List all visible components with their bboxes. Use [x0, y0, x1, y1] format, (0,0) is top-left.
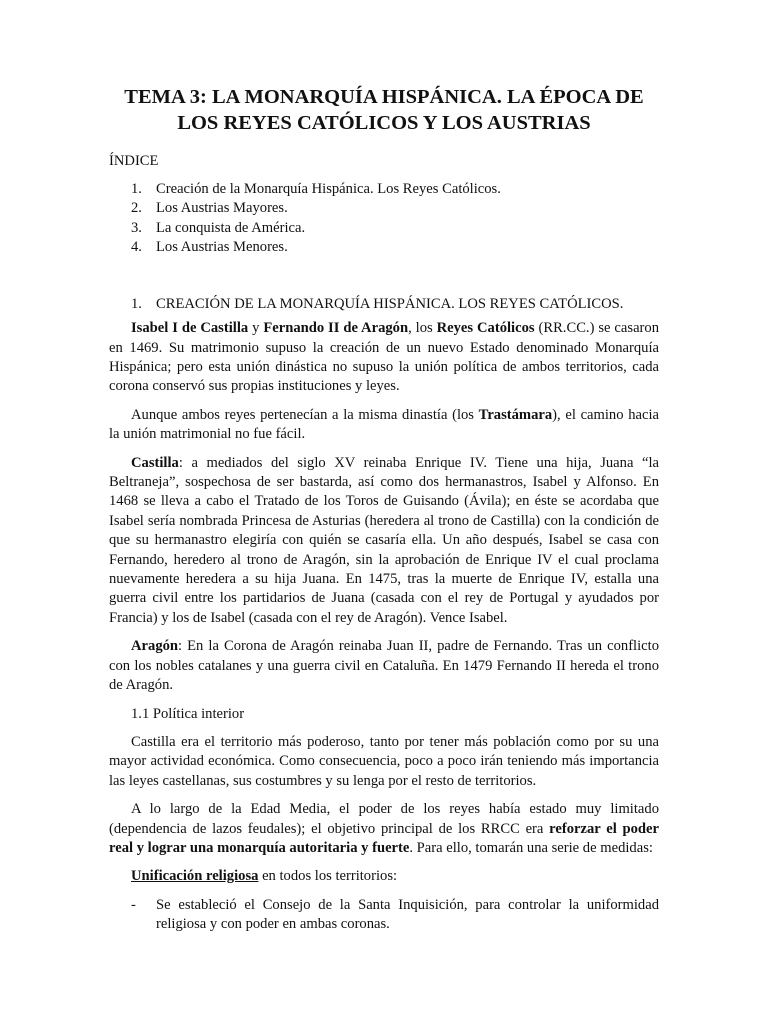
index-heading: ÍNDICE — [109, 153, 159, 169]
toc-item: 1. Creación de la Monarquía Hispánica. Los Reyes Católicos. — [131, 181, 501, 197]
paragraph: Aragón: En la Corona de Aragón reinaba Juan II, padre de Fernando. Tras un conflicto con los nobles catalanes y una guerra civil en Cataluña. En 1479 Fernando II hereda el trono de Aragón. — [109, 638, 659, 694]
paragraph: Castilla era el territorio más poderoso, tanto por tener más población como por su una mayor actividad económica. Como consecuencia, poco a poco irán teniendo más importancia las leyes castellanas, sus costumbres y su lenga por el resto de territorios. — [109, 733, 659, 789]
toc-item: 2. Los Austrias Mayores. — [131, 200, 288, 217]
toc-item: 4. Los Austrias Menores. — [131, 238, 288, 255]
list-item: - Se estableció el Consejo de la Santa Inquisición, para controlar la uniformidad religiosa y con poder en ambas coronas. — [131, 896, 659, 933]
toc-item: 3. La conquista de América. — [131, 219, 306, 236]
paragraph: Isabel I de Castilla y Fernando II de Aragón, los Reyes Católicos (RR.CC.) se casaron en 1469. Su matrimonio supuso la creación de un nuevo Estado denominado Monarquía Hispánica; pero esta unión dinástica no supuso la unión política de ambos territorios, cada corona conservó sus propias instituciones y leyes. — [109, 320, 659, 395]
title-line-1: TEMA 3: LA MONARQUÍA HISPÁNICA. LA ÉPOCA DE — [124, 86, 644, 108]
paragraph: A lo largo de la Edad Media, el poder de los reyes había estado muy limitado (dependencia de lazos feudales); el objetivo principal de los RRCC era reforzar el poder real y lograr una monarquía autoritaria y fuerte. Para ello, tomarán una serie de medidas: — [109, 801, 659, 856]
paragraph: Unificación religiosa en todos los territorios: — [131, 868, 398, 885]
subsection-heading: 1.1 Política interior — [131, 705, 245, 722]
page-title — [109, 84, 659, 136]
document-page — [109, 84, 659, 935]
table-of-contents — [109, 180, 659, 257]
section-heading: 1. CREACIÓN DE LA MONARQUÍA HISPÁNICA. LOS REYES CATÓLICOS. — [131, 296, 624, 313]
paragraph: Castilla: a mediados del siglo XV reinaba Enrique IV. Tiene una hija, Juana “la Beltraneja”, sospechosa de ser bastarda, así como dos hermanastros, Isabel y Alfonso. En 1468 se lleva a cabo el Tratado de los Toros de Guisando (Ávila); en éste se acordaba que Isabel sería nombrada Princesa de Asturias (heredera al trono de Castilla) con la condición de que su hermanastro elegiría con quién se casaría ella. Un año después, Isabel se casa con Fernando, heredero al trono de Aragón, sin la aprobación de Enrique IV el cual proclama nuevamente heredera a su hija Juana. En 1475, tras la muerte de Enrique IV, estalla una guerra civil entre los partidarios de Juana (casada con el rey de Portugal y ayudados por Francia) y los de Isabel (casada con el rey de Aragón). Vence Isabel. — [109, 454, 659, 626]
paragraph: Aunque ambos reyes pertenecían a la misma dinastía (los Trastámara), el camino hacia la unión matrimonial no fue fácil. — [109, 406, 659, 443]
title-line-2: LOS REYES CATÓLICOS Y LOS AUSTRIAS — [177, 112, 591, 134]
